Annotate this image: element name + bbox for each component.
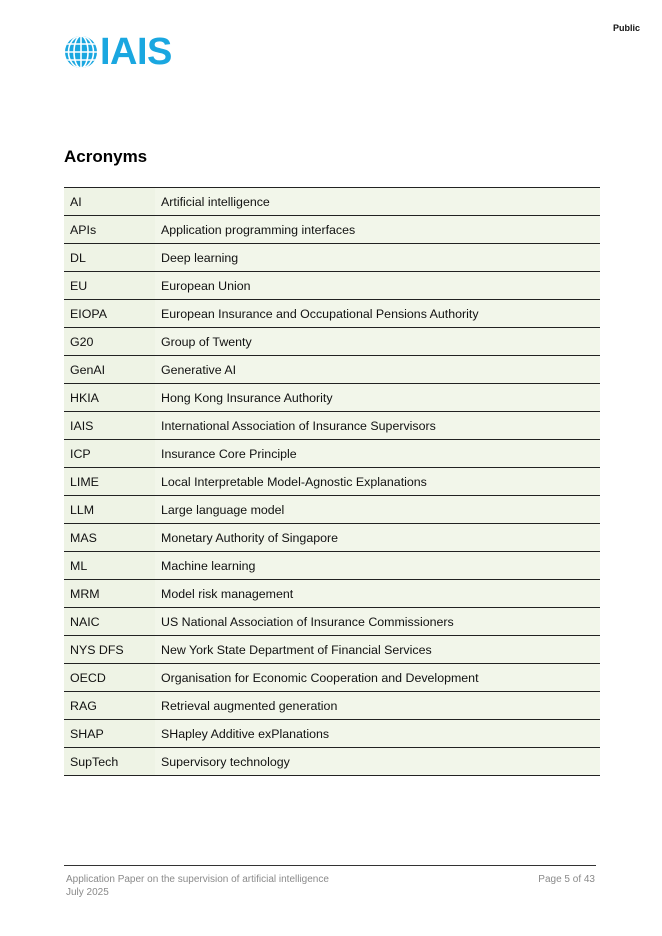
table-row bbox=[64, 496, 600, 524]
footer-document-info bbox=[66, 873, 329, 899]
definition-cell: Local Interpretable Model-Agnostic Explanations bbox=[155, 468, 600, 496]
table-row bbox=[64, 272, 600, 300]
definition-cell: Generative AI bbox=[155, 356, 600, 384]
definition-cell: Model risk management bbox=[155, 580, 600, 608]
table-row bbox=[64, 328, 600, 356]
logo-wordmark: IAIS bbox=[100, 31, 172, 73]
table-row bbox=[64, 244, 600, 272]
footer-document-title: Application Paper on the supervision of artificial intelligence bbox=[66, 874, 329, 885]
acronym-cell: SHAP bbox=[64, 720, 155, 748]
definition-cell: US National Association of Insurance Commissioners bbox=[155, 608, 600, 636]
acronym-cell: ICP bbox=[64, 440, 155, 468]
table-row bbox=[64, 188, 600, 216]
table-row bbox=[64, 216, 600, 244]
definition-cell: Artificial intelligence bbox=[155, 188, 600, 216]
acronym-cell: IAIS bbox=[64, 412, 155, 440]
acronym-cell: MAS bbox=[64, 524, 155, 552]
acronym-cell: ML bbox=[64, 552, 155, 580]
definition-cell: European Union bbox=[155, 272, 600, 300]
definition-cell: Organisation for Economic Cooperation and Development bbox=[155, 664, 600, 692]
definition-cell: New York State Department of Financial Services bbox=[155, 636, 600, 664]
table-row bbox=[64, 524, 600, 552]
page-title: Acronyms bbox=[64, 147, 148, 166]
table-row bbox=[64, 608, 600, 636]
definition-cell: Deep learning bbox=[155, 244, 600, 272]
table-row bbox=[64, 384, 600, 412]
table-row bbox=[64, 636, 600, 664]
definition-cell: Retrieval augmented generation bbox=[155, 692, 600, 720]
acronym-cell: EIOPA bbox=[64, 300, 155, 328]
definition-cell: Supervisory technology bbox=[155, 748, 600, 776]
acronym-cell: G20 bbox=[64, 328, 155, 356]
acronym-cell: AI bbox=[64, 188, 155, 216]
table-row bbox=[64, 412, 600, 440]
acronym-cell: OECD bbox=[64, 664, 155, 692]
table-row bbox=[64, 552, 600, 580]
definition-cell: European Insurance and Occupational Pensions Authority bbox=[155, 300, 600, 328]
classification-label: Public bbox=[612, 23, 640, 33]
acronym-cell: GenAI bbox=[64, 356, 155, 384]
table-row bbox=[64, 664, 600, 692]
table-row bbox=[64, 720, 600, 748]
definition-cell: Group of Twenty bbox=[155, 328, 600, 356]
acronym-cell: LIME bbox=[64, 468, 155, 496]
table-row bbox=[64, 300, 600, 328]
definition-cell: Hong Kong Insurance Authority bbox=[155, 384, 600, 412]
iais-logo bbox=[64, 33, 172, 71]
acronym-cell: NYS DFS bbox=[64, 636, 155, 664]
table-row bbox=[64, 748, 600, 776]
acronyms-table-body bbox=[64, 188, 600, 776]
table-row bbox=[64, 356, 600, 384]
definition-cell: International Association of Insurance Supervisors bbox=[155, 412, 600, 440]
acronyms-table bbox=[64, 187, 600, 776]
definition-cell: Large language model bbox=[155, 496, 600, 524]
definition-cell: Machine learning bbox=[155, 552, 600, 580]
definition-cell: Application programming interfaces bbox=[155, 216, 600, 244]
acronym-cell: RAG bbox=[64, 692, 155, 720]
acronym-cell: HKIA bbox=[64, 384, 155, 412]
definition-cell: Monetary Authority of Singapore bbox=[155, 524, 600, 552]
table-row bbox=[64, 580, 600, 608]
footer-date: July 2025 bbox=[66, 887, 109, 898]
acronym-cell: SupTech bbox=[64, 748, 155, 776]
globe-icon bbox=[64, 35, 98, 69]
table-row bbox=[64, 440, 600, 468]
definition-cell: SHapley Additive exPlanations bbox=[155, 720, 600, 748]
definition-cell: Insurance Core Principle bbox=[155, 440, 600, 468]
acronym-cell: EU bbox=[64, 272, 155, 300]
footer-page-number: Page 5 of 43 bbox=[538, 874, 595, 885]
footer-divider bbox=[64, 865, 596, 866]
table-row bbox=[64, 468, 600, 496]
acronym-cell: APIs bbox=[64, 216, 155, 244]
acronym-cell: LLM bbox=[64, 496, 155, 524]
table-row bbox=[64, 692, 600, 720]
acronym-cell: MRM bbox=[64, 580, 155, 608]
acronym-cell: DL bbox=[64, 244, 155, 272]
acronym-cell: NAIC bbox=[64, 608, 155, 636]
